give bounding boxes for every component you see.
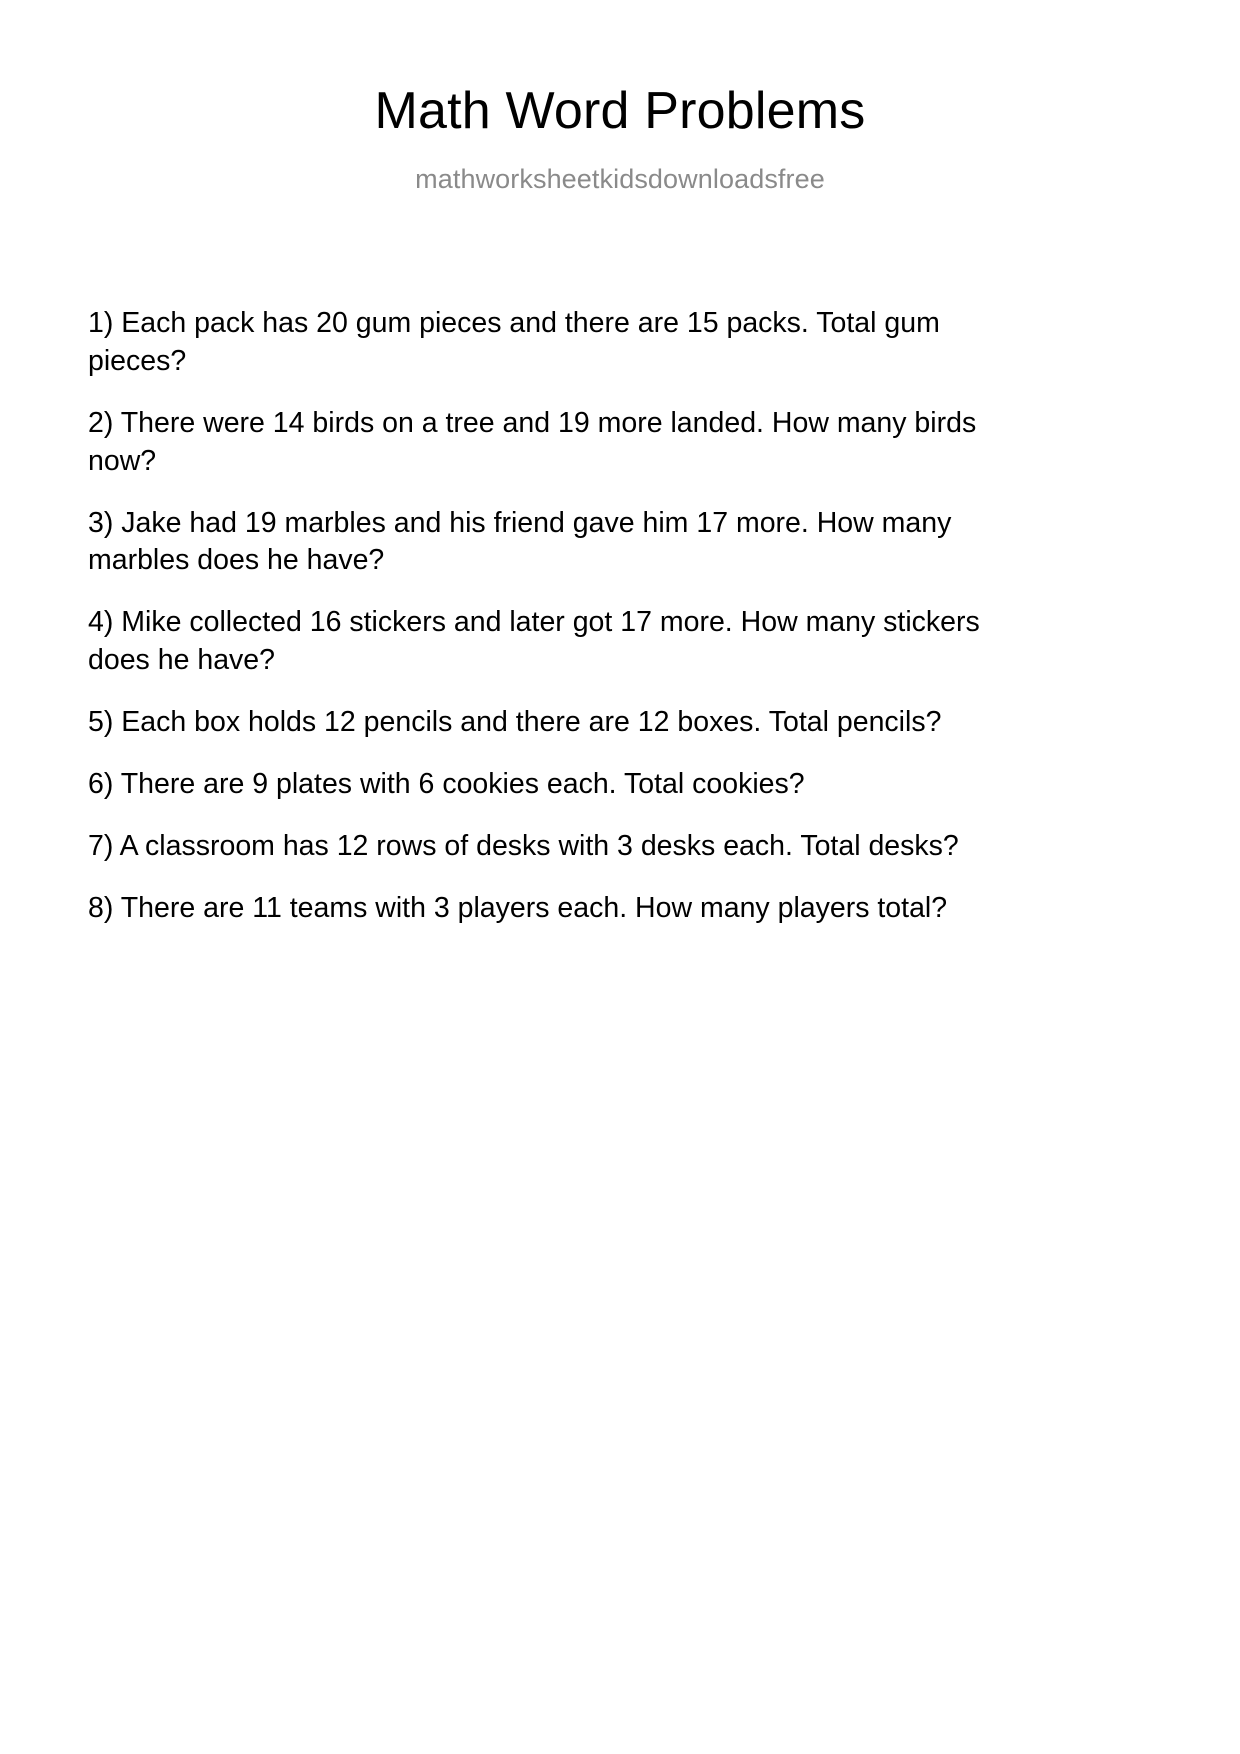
page-title: Math Word Problems <box>374 82 866 140</box>
list-item: 4) Mike collected 16 stickers and later got 17 more. How many stickers does he have? <box>88 606 980 677</box>
list-item: 3) Jake had 19 marbles and his friend gave him 17 more. How many marbles does he have? <box>88 506 952 577</box>
problem-list <box>88 305 1008 952</box>
list-item: 6) There are 9 plates with 6 cookies each. Total cookies? <box>88 768 805 801</box>
page-subtitle: mathworksheetkidsdownloadsfree <box>415 163 825 194</box>
list-item: 1) Each pack has 20 gum pieces and there are 15 packs. Total gum pieces? <box>88 307 940 377</box>
list-item: 2) There were 14 birds on a tree and 19 more landed. How many birds now? <box>88 406 977 477</box>
list-item: 8) There are 11 teams with 3 players each. How many players total? <box>88 891 948 924</box>
list-item: 5) Each box holds 12 pencils and there are 12 boxes. Total pencils? <box>88 706 942 739</box>
worksheet-header <box>0 0 1240 195</box>
list-item: 7) A classroom has 12 rows of desks with 3 desks each. Total desks? <box>88 829 959 862</box>
